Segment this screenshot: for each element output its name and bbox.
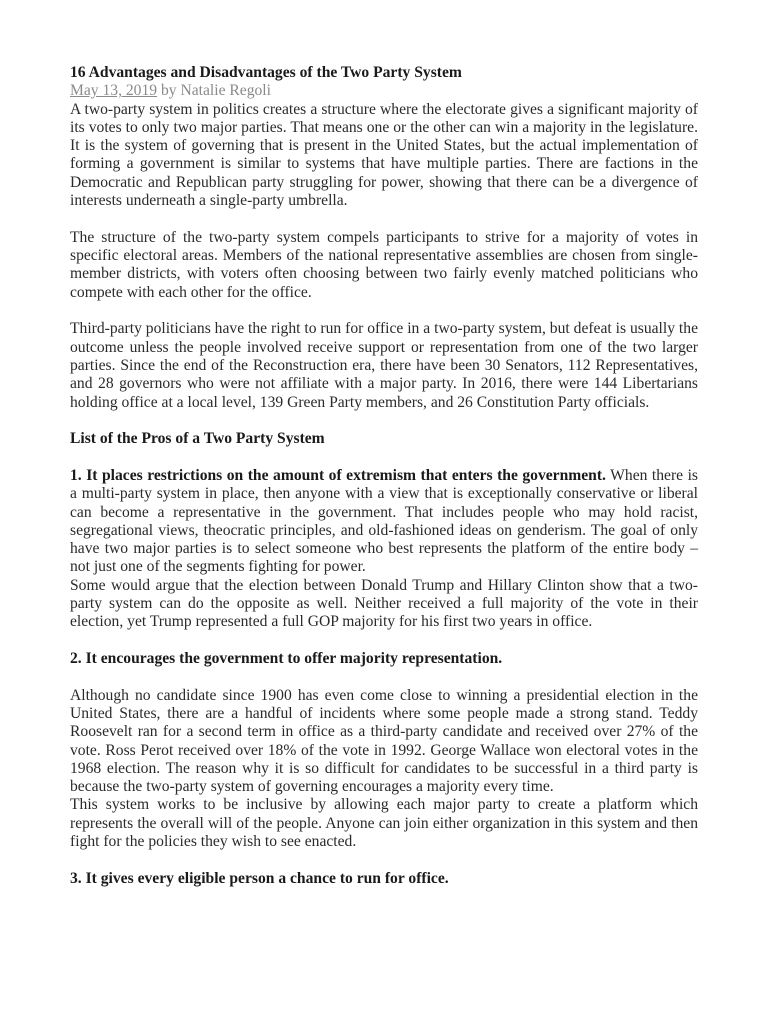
intro-paragraph-1: A two-party system in politics creates a structure where the electorate gives a significant majority of its votes to only two major parties. That means one or the other can win a majority in the legislature. It is the system of governing that is present in the United States, but the actual implementation of forming a government is similar to systems that have multiple parties. There are factions in the Democratic and Republican party struggling for power, showing that there can be a divergence of interests underneath a single-party umbrella.: [70, 100, 698, 210]
pro-1-text-2: Some would argue that the election between Donald Trump and Hillary Clinton show that a two-party system can do the opposite as well. Neither received a full majority of the vote in their election, yet Trump represented a full GOP majority for his first two years in office.: [70, 576, 698, 631]
pro-1-paragraph: [70, 467, 698, 577]
article-date-link[interactable]: May 13, 2019: [70, 82, 158, 100]
article-author: Natalie Regoli: [180, 82, 271, 100]
intro-paragraph-2: The structure of the two-party system compels participants to strive for a majority of votes in specific electoral areas. Members of the national representative assemblies are chosen from single-member districts, with voters often choosing between two fairly evenly matched politicians who compete with each other for the office.: [70, 228, 698, 301]
document-page: [70, 64, 698, 888]
article-meta: [70, 82, 698, 100]
pro-1-heading: 1. It places restrictions on the amount of extremism that enters the government.: [70, 466, 606, 484]
pro-2-text-2: This system works to be inclusive by allowing each major party to create a platform which represents the overall will of the people. Anyone can join either organization in this system and then fight for the policies they wish to see enacted.: [70, 796, 698, 851]
pro-1-text: When there is a multi-party system in place, then anyone with a view that is exceptionally conservative or liberal can become a representative in the government. That includes people who may hold racist, segregational views, theocratic principles, and old-fashioned ideas on genderism. The goal of only have two major parties is to select someone who best represents the platform of the entire body – not just one of the segments fighting for power.: [70, 466, 698, 576]
intro-paragraph-3: Third-party politicians have the right to run for office in a two-party system, but defeat is usually the outcome unless the people involved receive support or representation from one of the two larger parties. Since the end of the Reconstruction era, there have been 30 Senators, 112 Representatives, and 28 governors who were not affiliate with a major party. In 2016, there were 144 Libertarians holding office at a local level, 139 Green Party members, and 26 Constitution Party officials.: [70, 320, 698, 411]
pro-2-text: Although no candidate since 1900 has even come close to winning a presidential election in the United States, there are a handful of incidents where some people made a strong stand. Teddy Roosevelt ran for a second term in office as a third-party candidate and received over 27% of the vote. Ross Perot received over 18% of the vote in 1992. George Wallace won electoral votes in the 1968 election. The reason why it is so difficult for candidates to be successful in a third party is because the two-party system of governing encourages a majority every time.: [70, 686, 698, 796]
byline-by: by: [160, 82, 177, 100]
pro-2-heading: 2. It encourages the government to offer majority representation.: [70, 649, 503, 667]
article-title: 16 Advantages and Disadvantages of the Two Party System: [70, 64, 462, 81]
pros-heading: List of the Pros of a Two Party System: [70, 430, 325, 448]
pro-3-heading: 3. It gives every eligible person a chance to run for office.: [70, 869, 449, 887]
